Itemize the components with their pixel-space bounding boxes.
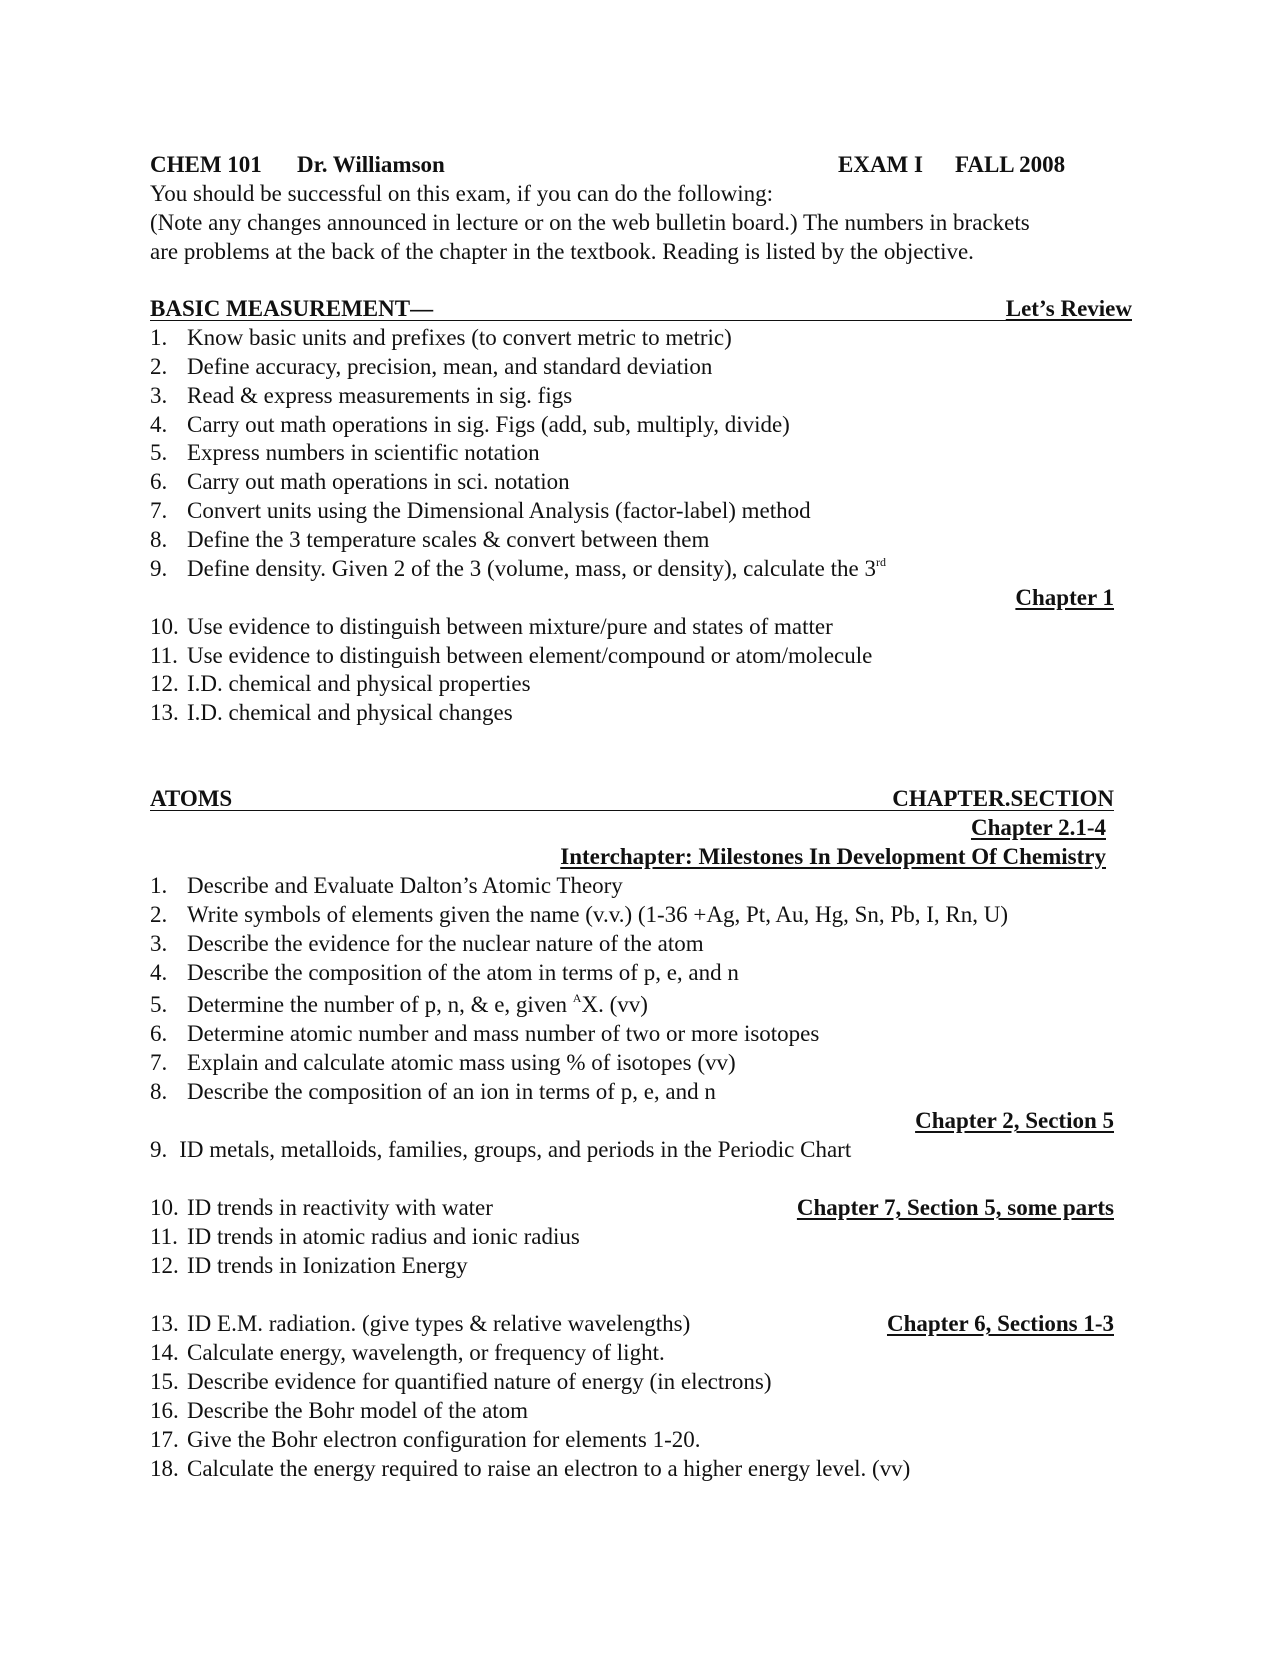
list-item: 14. Calculate energy, wavelength, or frequency of light. (150, 1340, 665, 1365)
superscript: rd (875, 555, 886, 569)
list-item: 11. ID trends in atomic radius and ionic radius (150, 1224, 580, 1249)
intro-line-3: are problems at the back of the chapter in the textbook. Reading is listed by the objective. (150, 239, 974, 264)
list-item: 5. Express numbers in scientific notation (150, 440, 540, 465)
list-item: 1. Know basic units and prefixes (to convert metric to metric) (150, 325, 732, 350)
list-item: 8. Describe the composition of an ion in terms of p, e, and n (150, 1079, 716, 1104)
intro-line-1: You should be successful on this exam, if you can do the following: (150, 181, 774, 206)
lets-review-label: Let’s Review (1005, 296, 1132, 321)
list-item: 15. Describe evidence for quantified nature of energy (in electrons) (150, 1369, 772, 1394)
list-item: 6. Carry out math operations in sci. notation (150, 469, 570, 494)
list-item: 16. Describe the Bohr model of the atom (150, 1398, 529, 1423)
list-item: 8. Define the 3 temperature scales & convert between them (150, 527, 710, 552)
intro-line-2: (Note any changes announced in lecture or on the web bulletin board.) The numbers in brackets (150, 210, 1030, 235)
course-code: CHEM 101 (150, 152, 262, 177)
list-item: 13. I.D. chemical and physical changes (150, 700, 513, 725)
chapter-6-sections-label: Chapter 6, Sections 1-3 (886, 1311, 1114, 1336)
list-item: 10. ID trends in reactivity with water (150, 1195, 493, 1220)
list-item: 12. ID trends in Ionization Energy (150, 1253, 468, 1278)
list-item: 10. Use evidence to distinguish between mixture/pure and states of matter (150, 614, 833, 639)
list-item: 3. Describe the evidence for the nuclear nature of the atom (150, 931, 704, 956)
list-item: 11. Use evidence to distinguish between element/compound or atom/molecule (150, 643, 873, 668)
section-rule-basic (150, 320, 1132, 321)
list-item: 17. Give the Bohr electron configuration for elements 1-20. (150, 1427, 701, 1452)
chapter-7-section-5-label: Chapter 7, Section 5, some parts (796, 1195, 1114, 1220)
list-item: 6. Determine atomic number and mass number of two or more isotopes (150, 1021, 820, 1046)
chapter-2-1-4-label: Chapter 2.1-4 (970, 815, 1106, 840)
list-item: 7. Convert units using the Dimensional Analysis (factor-label) method (150, 498, 811, 523)
list-item: 4. Describe the composition of the atom in terms of p, e, and n (150, 960, 739, 985)
list-item: 1. Describe and Evaluate Dalton’s Atomic Theory (150, 873, 623, 898)
exam-term: FALL 2008 (955, 152, 1066, 177)
section-title-basic: BASIC MEASUREMENT— (150, 296, 434, 321)
list-item: 2. Write symbols of elements given the name (v.v.) (1-36 +Ag, Pt, Au, Hg, Sn, Pb, I, Rn, U) (150, 902, 1008, 927)
list-item: 12. I.D. chemical and physical properties (150, 671, 531, 696)
list-item: 5. Determine the number of p, n, & e, given $^A$X. (vv) (150, 991, 648, 1017)
instructor-name: Dr. Williamson (297, 152, 445, 177)
interchapter-label: Interchapter: Milestones In Development Of Chemistry (560, 844, 1106, 869)
list-item: 7. Explain and calculate atomic mass using % of isotopes (vv) (150, 1050, 736, 1075)
chapter-1-label: Chapter 1 (1015, 585, 1114, 610)
list-item: 18. Calculate the energy required to raise an electron to a higher energy level. (vv) (150, 1456, 911, 1481)
chapter-section-label: CHAPTER.SECTION (892, 786, 1114, 811)
section-rule-atoms (150, 810, 1114, 811)
list-item: 9. Define density. Given 2 of the 3 (volume, mass, or density), calculate the 3rd (150, 555, 886, 581)
list-item: 4. Carry out math operations in sig. Figs (add, sub, multiply, divide) (150, 412, 790, 437)
chapter-2-section-5-label: Chapter 2, Section 5 (915, 1108, 1114, 1133)
list-item: 2. Define accuracy, precision, mean, and standard deviation (150, 354, 713, 379)
superscript: A (572, 991, 582, 1005)
exam-label: EXAM I (838, 152, 923, 177)
list-item: 3. Read & express measurements in sig. figs (150, 383, 573, 408)
section-title-atoms: ATOMS (150, 786, 233, 811)
list-item: 9. ID metals, metalloids, families, groups, and periods in the Periodic Chart (150, 1137, 852, 1162)
list-item: 13. ID E.M. radiation. (give types & relative wavelengths) (150, 1311, 691, 1336)
